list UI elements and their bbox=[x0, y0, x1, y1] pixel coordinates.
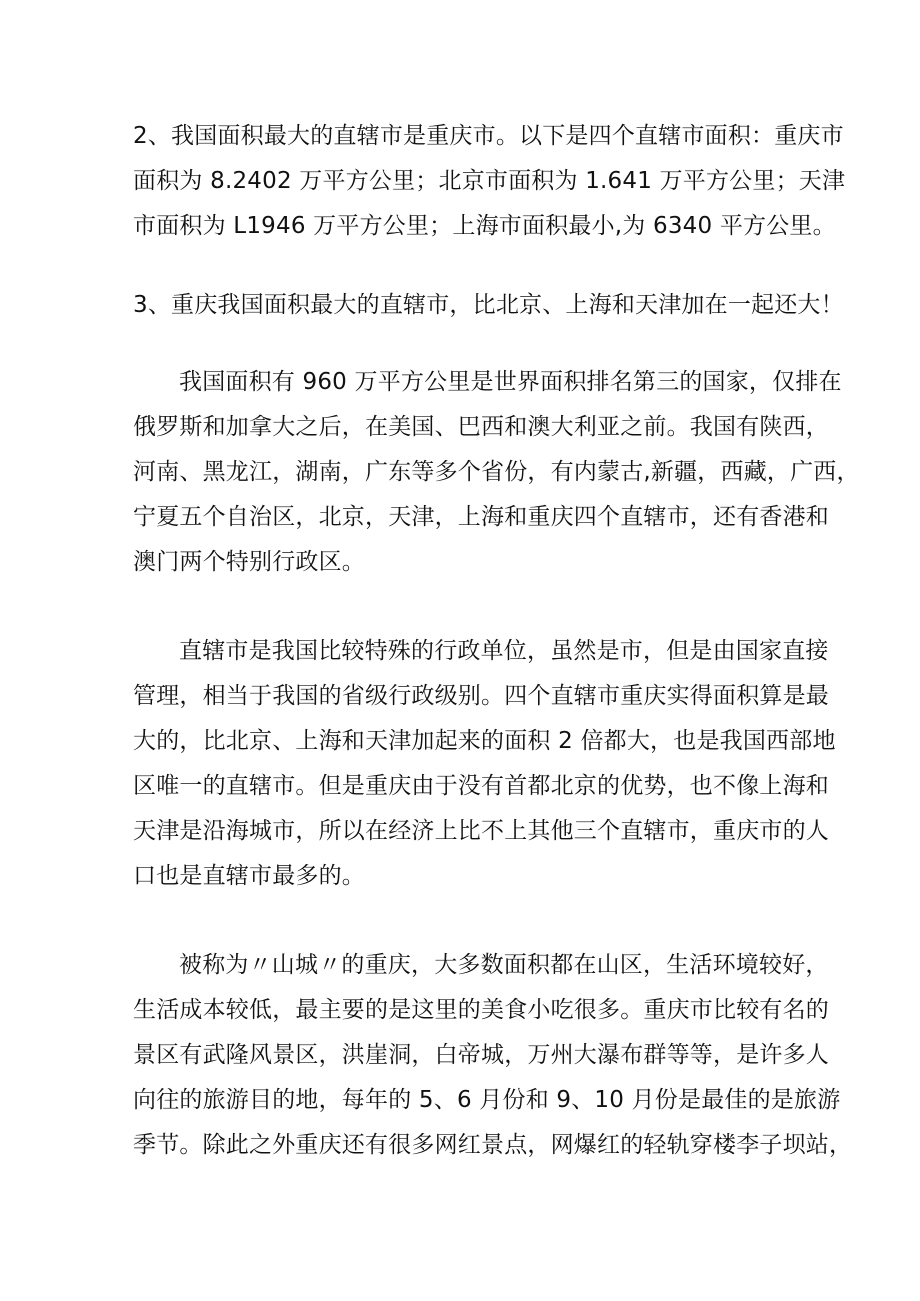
text-line: 景区有武隆风景区，洪崖洞，白帝城，万州大瀑布群等等，是许多人 bbox=[133, 1042, 829, 1068]
text-line: 天津是沿海城市，所以在经济上比不上其他三个直辖市，重庆市的人 bbox=[133, 818, 829, 844]
text-line: 生活成本较低，最主要的是这里的美食小吃很多。重庆市比较有名的 bbox=[133, 997, 829, 1023]
text-line: 俄罗斯和加拿大之后，在美国、巴西和澳大利亚之前。我国有陕西， bbox=[133, 414, 829, 440]
text-line: 面积为 8.2402 万平方公里；北京市面积为 1.641 万平方公里；天津 bbox=[133, 168, 846, 194]
paragraph-mountain-city bbox=[133, 943, 853, 1168]
paragraph-municipality-description bbox=[133, 629, 836, 899]
text-line: 澳门两个特别行政区。 bbox=[133, 549, 365, 575]
text-line: 向往的旅游目的地，每年的 5、6 月份和 9、10 月份是最佳的是旅游 bbox=[133, 1087, 841, 1113]
text-line: 大的，比北京、上海和天津加起来的面积 2 倍都大，也是我国西部地 bbox=[133, 728, 836, 754]
text-line: 市面积为 L1946 万平方公里；上海市面积最小,为 6340 平方公里。 bbox=[133, 213, 836, 239]
text-line: 季节。除此之外重庆还有很多网红景点，网爆红的轻轨穿楼李子坝站， bbox=[133, 1132, 853, 1158]
text-line: 被称为〃山城〃的重庆，大多数面积都在山区，生活环境较好， bbox=[179, 952, 829, 978]
text-line: 管理，相当于我国的省级行政级别。四个直辖市重庆实得面积算是最 bbox=[133, 683, 829, 709]
text-line: 区唯一的直辖市。但是重庆由于没有首都北京的优势，也不像上海和 bbox=[133, 773, 829, 799]
text-line: 口也是直辖市最多的。 bbox=[133, 863, 365, 889]
text-line: 我国面积有 960 万平方公里是世界面积排名第三的国家，仅排在 bbox=[179, 369, 842, 395]
text-line: 直辖市是我国比较特殊的行政单位，虽然是市，但是由国家直接 bbox=[179, 638, 829, 664]
paragraph-country-overview bbox=[133, 360, 860, 585]
text-line: 宁夏五个自治区，北京，天津，上海和重庆四个直辖市，还有香港和 bbox=[133, 504, 829, 530]
paragraph-area-comparison bbox=[133, 114, 846, 249]
paragraph-largest-municipality bbox=[133, 283, 844, 328]
text-line: 3、重庆我国面积最大的直辖市，比北京、上海和天津加在一起还大！ bbox=[133, 292, 844, 318]
text-line: 河南、黑龙江，湖南，广东等多个省份，有内蒙古,新疆，西藏，广西， bbox=[133, 459, 860, 485]
text-line: 2、我国面积最大的直辖市是重庆市。以下是四个直辖市面积：重庆市 bbox=[133, 123, 844, 149]
